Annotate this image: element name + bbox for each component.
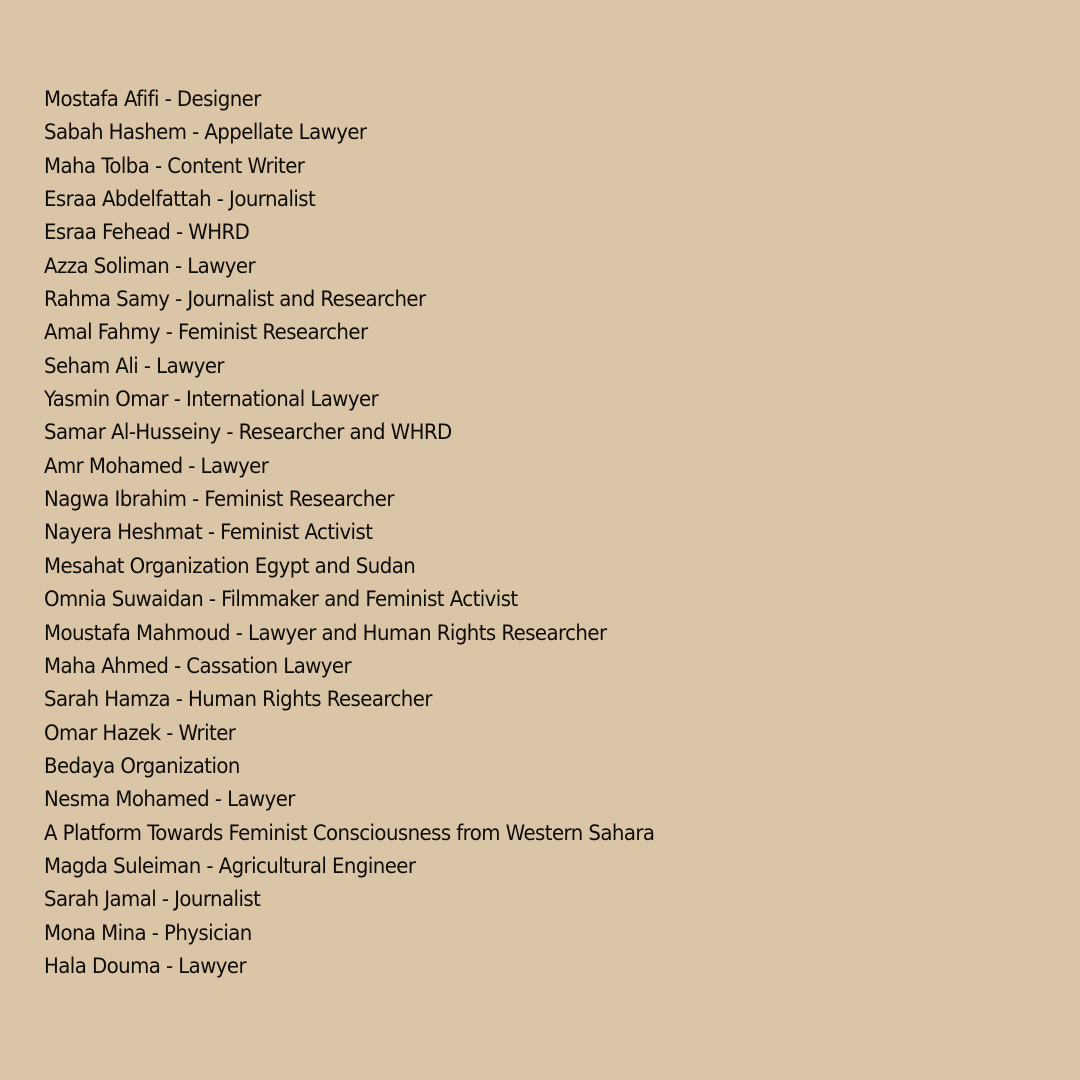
list-item: Nagwa Ibrahim - Feminist Researcher bbox=[44, 487, 394, 512]
list-item: Azza Soliman - Lawyer bbox=[44, 253, 256, 278]
list-item: Amr Mohamed - Lawyer bbox=[44, 453, 269, 478]
list-item: Yasmin Omar - International Lawyer bbox=[44, 387, 379, 412]
list-item: Hala Douma - Lawyer bbox=[44, 953, 247, 978]
list-item: A Platform Towards Feminist Consciousness from Western Sahara bbox=[44, 820, 655, 845]
list-item: Mona Mina - Physician bbox=[44, 920, 252, 945]
list-item: Omar Hazek - Writer bbox=[44, 720, 236, 745]
list-item: Maha Ahmed - Cassation Lawyer bbox=[44, 653, 352, 678]
list-item: Magda Suleiman - Agricultural Engineer bbox=[44, 853, 416, 878]
list-item: Seham Ali - Lawyer bbox=[44, 353, 224, 378]
list-item: Moustafa Mahmoud - Lawyer and Human Rights Researcher bbox=[44, 620, 607, 645]
list-item: Esraa Fehead - WHRD bbox=[44, 220, 250, 245]
list-item: Omnia Suwaidan - Filmmaker and Feminist Activist bbox=[44, 587, 518, 612]
list-item: Rahma Samy - Journalist and Researcher bbox=[44, 287, 426, 312]
names-list bbox=[44, 83, 693, 983]
list-item: Amal Fahmy - Feminist Researcher bbox=[44, 320, 368, 345]
list-item: Nesma Mohamed - Lawyer bbox=[44, 787, 295, 812]
list-item: Mostafa Afifi - Designer bbox=[44, 87, 261, 111]
list-item: Bedaya Organization bbox=[44, 753, 240, 778]
list-item: Samar Al-Husseiny - Researcher and WHRD bbox=[44, 420, 452, 445]
list-item: Esraa Abdelfattah - Journalist bbox=[44, 187, 316, 212]
list-item: Maha Tolba - Content Writer bbox=[44, 153, 305, 178]
list-item: Mesahat Organization Egypt and Sudan bbox=[44, 553, 416, 578]
list-item: Nayera Heshmat - Feminist Activist bbox=[44, 520, 373, 545]
list-item: Sabah Hashem - Appellate Lawyer bbox=[44, 120, 367, 145]
list-item: Sarah Jamal - Journalist bbox=[44, 887, 261, 912]
list-item: Sarah Hamza - Human Rights Researcher bbox=[44, 687, 432, 712]
